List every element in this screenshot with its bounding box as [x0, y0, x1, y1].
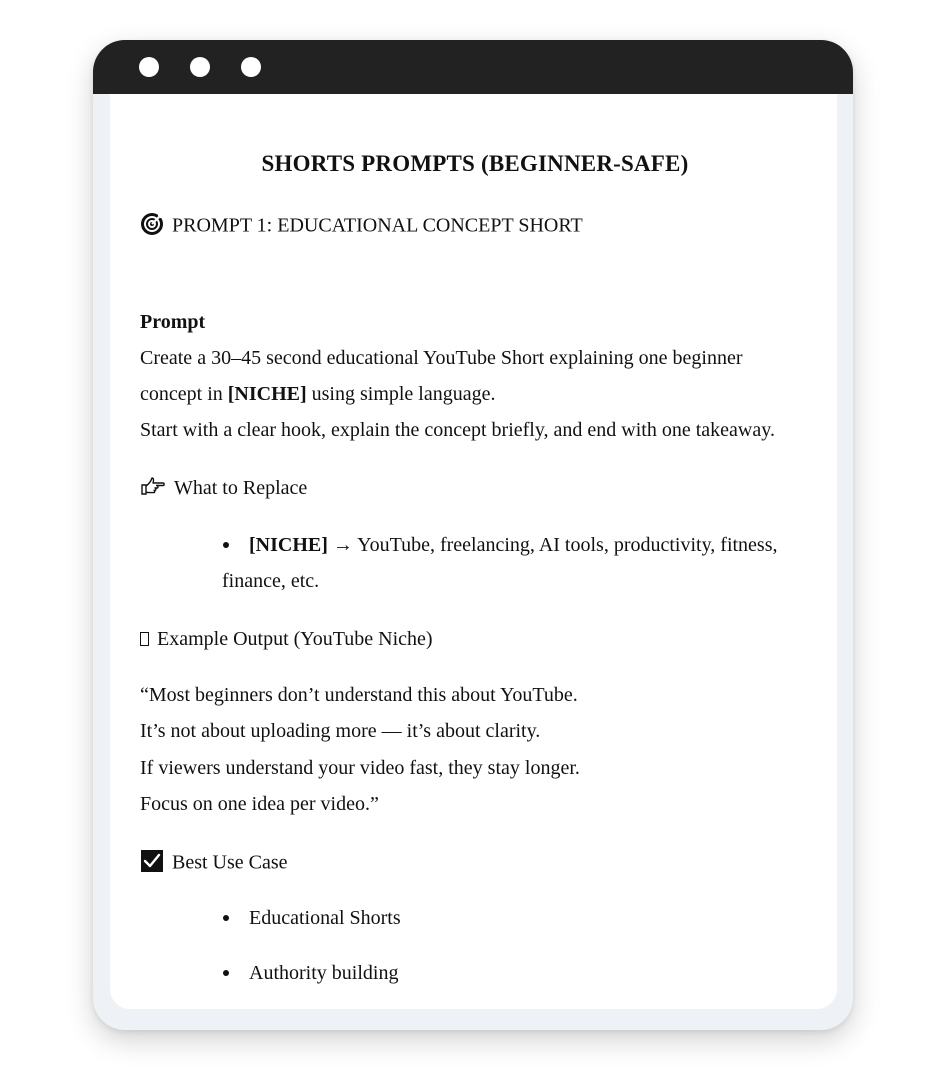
prompt-label: Prompt — [140, 311, 206, 333]
prompt-line-3: Start with a clear hook, explain the concept briefly, and end with one takeaway. — [140, 419, 775, 441]
best-use-heading-text: Best Use Case — [172, 851, 288, 874]
best-use-item: Educational Shorts — [249, 907, 401, 929]
window-dot-2[interactable] — [190, 57, 210, 77]
window-dot-1[interactable] — [139, 57, 159, 77]
replace-heading — [140, 476, 307, 502]
best-use-heading — [140, 849, 288, 879]
missing-glyph-icon — [140, 632, 149, 646]
bullet-dot — [223, 915, 229, 921]
bullet-dot — [223, 970, 229, 976]
example-heading-text: Example Output (YouTube Niche) — [157, 628, 433, 650]
replace-item-key: [NICHE] — [249, 534, 328, 556]
example-line-3: If viewers understand your video fast, they stay longer. — [140, 757, 580, 779]
replace-item-continued: finance, etc. — [222, 570, 320, 592]
replace-heading-text: What to Replace — [174, 477, 308, 499]
example-heading — [140, 627, 433, 651]
window-dot-3[interactable] — [241, 57, 261, 77]
document-page — [110, 94, 837, 1009]
prompt-line-2 — [140, 382, 496, 406]
example-line-4: Focus on one idea per video.” — [140, 793, 379, 815]
replace-item-text: → YouTube, freelancing, AI tools, productivity, fitness, — [327, 534, 778, 556]
example-line-1: “Most beginners don’t understand this about YouTube. — [140, 684, 578, 706]
prompt-line-2-post: using simple language. — [306, 383, 496, 405]
bullet-dot — [223, 542, 229, 548]
prompt-heading-text: PROMPT 1: EDUCATIONAL CONCEPT SHORT — [172, 214, 583, 237]
page-title: SHORTS PROMPTS (BEGINNER-SAFE) — [261, 151, 689, 176]
document-window — [93, 40, 853, 1030]
replace-item — [249, 533, 778, 557]
prompt-line-2-pre: concept in — [140, 383, 228, 405]
target-icon — [140, 212, 164, 242]
pointing-hand-icon — [140, 476, 166, 502]
example-line-2: It’s not about uploading more — it’s about clarity. — [140, 720, 541, 742]
prompt-heading — [140, 212, 583, 242]
best-use-item: Authority building — [249, 962, 399, 984]
niche-placeholder: [NICHE] — [227, 383, 307, 405]
window-titlebar — [93, 40, 853, 94]
checkbox-checked-icon — [140, 849, 164, 879]
prompt-line-1: Create a 30–45 second educational YouTube Short explaining one beginner — [140, 347, 743, 369]
